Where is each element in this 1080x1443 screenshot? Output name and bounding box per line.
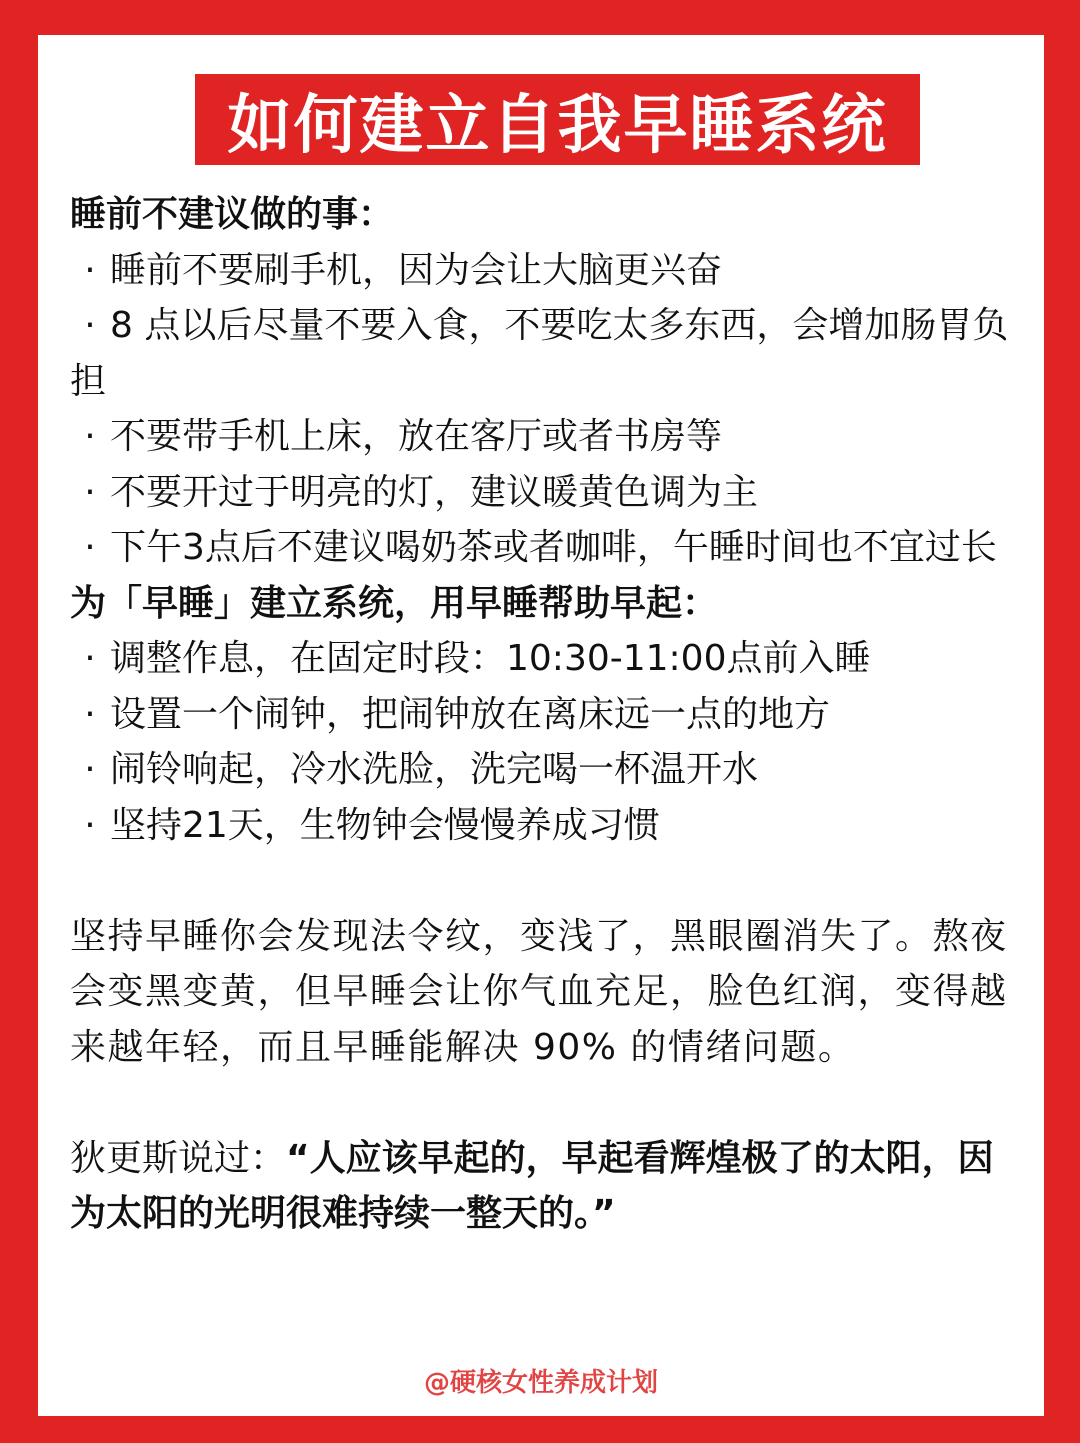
list-item [70,742,1020,798]
list-item-text: 下午3点后不建议喝奶茶或者咖啡，午睡时间也不宜过长 [110,527,997,568]
list-item-text: 设置一个闹钟，把闹钟放在离床远一点的地方 [110,693,831,735]
quote-text: “人应该早起的，早起看辉煌极了的太阳，因为太阳的光明很难持续一整天的。” [70,1137,994,1234]
list-item-text: 不要带手机上床，放在客厅或者书房等 [110,416,723,457]
section2-heading: 为「早睡」建立系统，用早睡帮助早起： [70,582,719,624]
bullet-icon: · [84,804,96,846]
list-item [70,465,1020,521]
summary-paragraph: 坚持早睡你会发现法令纹，变浅了，黑眼圈消失了。熬夜会变黑变黄，但早睡会让你气血充足，脸色红润，变得越来越年轻，而且早睡能解决 90% 的情绪问题。 [70,915,1008,1068]
content-card [38,35,1044,1416]
list-item-text: 闹铃响起，冷水洗脸，洗完喝一杯温开水 [110,749,759,790]
list-item [70,631,1020,687]
author-watermark: @硬核女性养成计划 [423,1368,658,1398]
bullet-icon: · [84,471,96,513]
spacer [70,853,1020,909]
list-item [70,798,1020,854]
bullet-icon: · [84,749,96,790]
section1-heading: 睡前不建议做的事： [70,194,395,235]
list-item [70,687,1020,743]
list-item [70,409,1020,465]
bullet-icon: · [84,305,96,346]
article-body [70,187,1020,1242]
list-item [70,243,1020,299]
spacer [70,1075,1020,1131]
title-banner [195,74,920,165]
list-item-text: 不要开过于明亮的灯，建议暖黄色调为主 [110,471,759,513]
bullet-icon: · [84,693,96,735]
list-item-text: 8 点以后尽量不要入食，不要吃太多东西，会增加肠胃负担 [70,305,1009,402]
bullet-icon: · [84,416,96,457]
bullet-icon: · [84,638,96,679]
list-item [70,298,1020,409]
list-item-text: 坚持21天，生物钟会慢慢养成习惯 [110,804,660,846]
list-item [70,520,1020,576]
bullet-icon: · [84,249,96,291]
quote-prefix: 狄更斯说过： [70,1137,287,1179]
list-item-text: 调整作息，在固定时段：10:30-11:00点前入睡 [110,638,871,679]
quote-block [70,1131,1020,1242]
list-item-text: 睡前不要刷手机，因为会让大脑更兴奋 [110,249,723,291]
bullet-icon: · [84,527,96,568]
page-title: 如何建立自我早睡系统 [227,88,888,163]
